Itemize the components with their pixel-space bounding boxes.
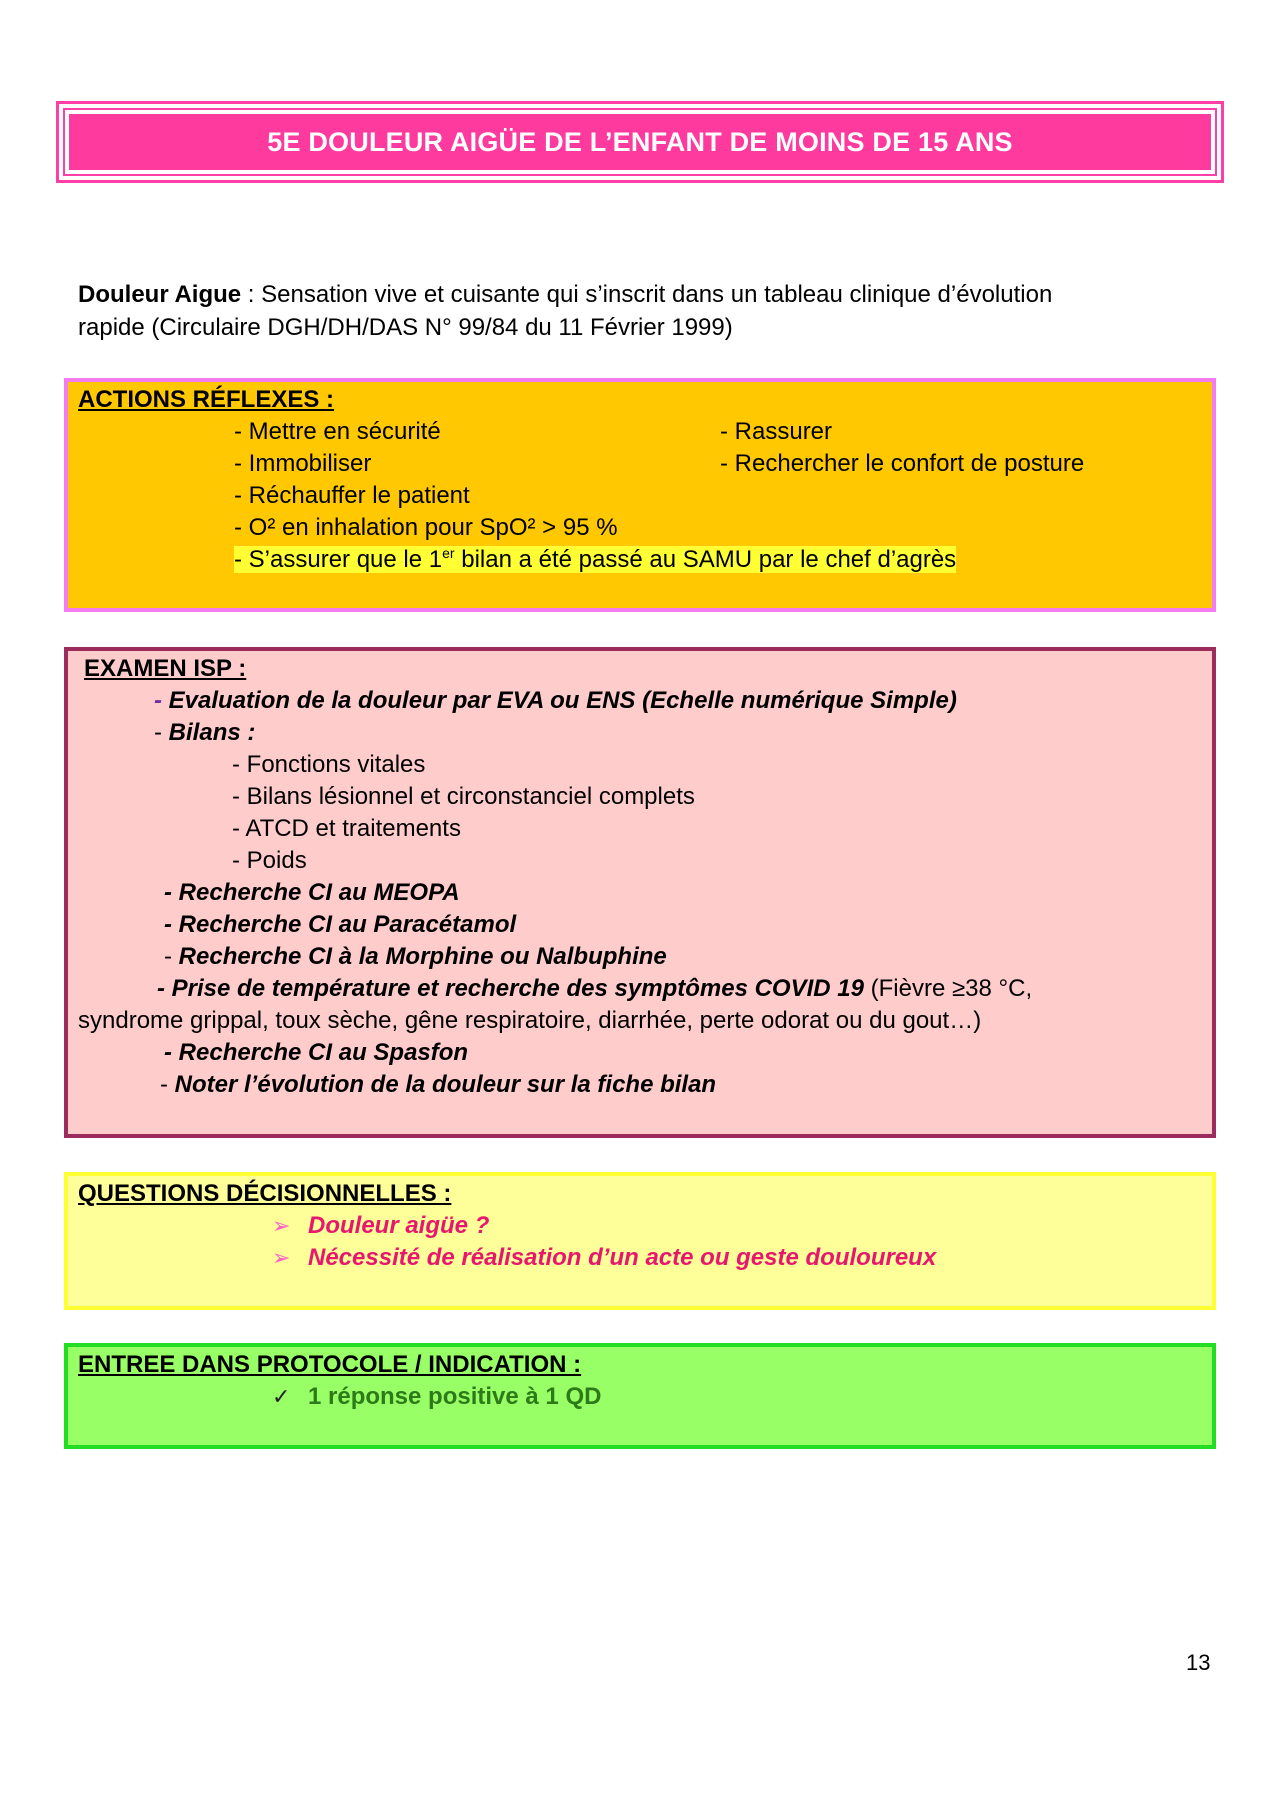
indication-item: ✓ 1 réponse positive à 1 QD — [272, 1381, 1202, 1413]
isp-ci-morphine: - Recherche CI à la Morphine ou Nalbuphine — [164, 943, 667, 970]
definition-text: Sensation vive et cuisante qui s’inscrit dans un tableau clinique d’évolution — [261, 281, 1053, 308]
definition-reference: rapide (Circulaire DGH/DH/DAS N° 99/84 du 11 Février 1999) — [78, 314, 733, 341]
definition-paragraph: Douleur Aigue : Sensation vive et cuisante qui s’inscrit dans un tableau clinique d’évolution rapide (Circulaire DGH/DH/DAS N° 99/84 du 11 Février 1999) — [78, 278, 1198, 344]
examen-isp-box — [64, 647, 1216, 1138]
entree-protocole-box — [64, 1343, 1216, 1449]
checkmark-icon: ✓ — [272, 1384, 291, 1409]
question-item: ➢ Nécessité de réalisation d’un acte ou geste douloureux — [272, 1242, 1202, 1274]
isp-ci-spasfon: - Recherche CI au Spasfon — [164, 1039, 469, 1066]
entree-heading: ENTREE DANS PROTOCOLE / INDICATION : — [78, 1351, 582, 1378]
isp-ci-paracetamol: - Recherche CI au Paracétamol — [164, 911, 517, 938]
page-number: 13 — [1186, 1650, 1211, 1675]
page-title: 5E DOULEUR AIGÜE DE L’ENFANT DE MOINS DE 15 ANS — [69, 114, 1211, 170]
actions-reflexes-box — [64, 378, 1216, 612]
isp-ci-meopa: - Recherche CI au MEOPA — [164, 879, 460, 906]
arrow-bullet-icon: ➢ — [272, 1245, 291, 1270]
action-item: - Rechercher le confort de posture — [720, 450, 1085, 477]
bilan-item: - Fonctions vitales — [232, 751, 426, 778]
isp-evolution: - Noter l’évolution de la douleur sur la fiche bilan — [160, 1071, 717, 1098]
questions-decisionnelles-box — [64, 1172, 1216, 1310]
action-item: - Mettre en sécurité — [234, 418, 441, 445]
action-item: - Réchauffer le patient — [234, 482, 470, 509]
action-item: - Immobiliser — [234, 450, 372, 477]
isp-bilans: - Bilans : — [154, 719, 256, 746]
action-item: - O² en inhalation pour SpO² > 95 % — [234, 514, 618, 541]
arrow-bullet-icon: ➢ — [272, 1213, 291, 1238]
questions-heading: QUESTIONS DÉCISIONNELLES : — [78, 1180, 452, 1207]
bilan-item: - Poids — [232, 847, 307, 874]
isp-covid: - Prise de température et recherche des symptômes COVID 19 (Fièvre ≥38 °C, — [157, 975, 1033, 1002]
action-item: - Rassurer — [720, 418, 833, 445]
definition-term: Douleur Aigue — [78, 281, 242, 308]
action-item-highlighted: - S’assurer que le 1er bilan a été passé au SAMU par le chef d’agrès — [234, 545, 957, 573]
bilan-item: - ATCD et traitements — [232, 815, 461, 842]
isp-eval: - Evaluation de la douleur par EVA ou ENS (Echelle numérique Simple) — [154, 687, 957, 714]
title-banner — [56, 101, 1224, 183]
bilan-item: - Bilans lésionnel et circonstanciel complets — [232, 783, 695, 810]
actions-column-right — [720, 416, 1084, 480]
isp-heading: EXAMEN ISP : — [84, 655, 247, 682]
actions-heading: ACTIONS RÉFLEXES : — [78, 386, 335, 413]
question-item: ➢ Douleur aigüe ? — [272, 1210, 1202, 1242]
isp-covid-detail: syndrome grippal, toux sèche, gêne respiratoire, diarrhée, perte odorat ou du gout…) — [78, 1007, 982, 1034]
